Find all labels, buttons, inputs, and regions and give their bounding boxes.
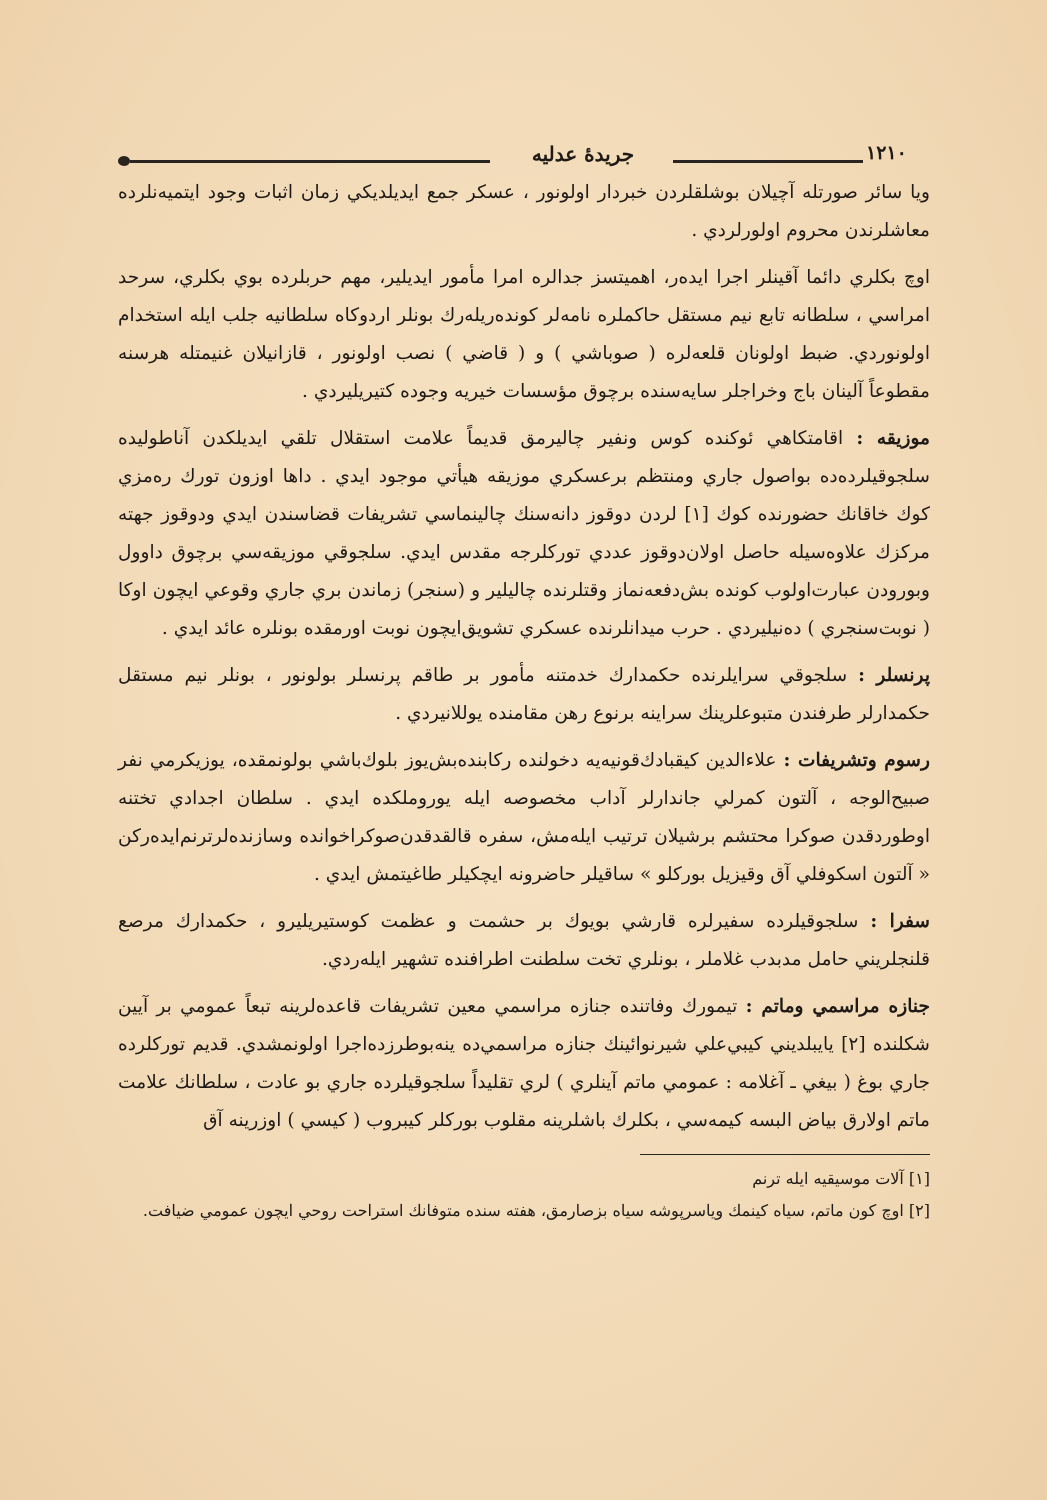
page-number: ١٢١٠ — [866, 142, 907, 164]
paragraph — [118, 657, 930, 733]
journal-title: جريدهٔ عدليه — [531, 142, 635, 166]
paragraph-text: سلجوقي سرايلرنده حكمدارك خدمتنه مأمور بر طاقم پرنسلر بولونور ، بونلر نيم مستقل حكمدارلر طرفندن متبوعلرينك سراينه برنوع رهن مقامنده يوللانيردي . — [118, 665, 930, 724]
paragraph-heading: پرنسلر : — [858, 665, 930, 686]
document-page — [118, 140, 930, 1227]
paragraph-text: اوچ بكلري دائما آقينلر اجرا ايده‌ر، اهميتسز جدالره امرا مأمور ايديلير، مهم حربلرده بوي بكلري، سرحد امراسي ، سلطانه تابع نيم مستقل حاكملره نامه‌لر كونده‌ريله‌رك بونلر اردوكاه سلطانيه جلب ايله استخدام اولونوردي. ضبط اولونان قلعه‌لره ( صوباشي ) و ( قاضي ) نصب اولونور ، قازانيلان غنيمتله هرسنه مقطوعاً آلينان باج وخراجلر سايه‌سنده برچوق مؤسسات خيريه وجوده كتيريليردي . — [118, 267, 930, 402]
footnotes — [118, 1154, 930, 1227]
paragraph-heading: موزيقه : — [856, 428, 931, 449]
page-header — [118, 140, 930, 174]
paragraph — [118, 420, 930, 648]
footnote-2: [٢] اوچ كون ماتم، سياه كينمك وياسرپوشه سياه بزصارمق، هفته سنده متوفانك استراحت روحي ايچون عمومي ضيافت. — [142, 1201, 930, 1220]
paragraph — [118, 988, 930, 1140]
paragraph-text: سلجوقيلرده سفيرلره قارشي بويوك بر حشمت و عظمت كوستيريليرو ، حكمدارك مرصع قلنجلريني حامل مدبدب غلاملر ، بونلري تخت سلطنت اطرافنده تشهير ايله‌ردي. — [118, 911, 930, 970]
paragraph — [118, 259, 930, 411]
header-ornament — [118, 156, 130, 166]
header-rule-left — [130, 160, 490, 163]
footnote-rule — [640, 1154, 930, 1155]
footnote-1: [١] آلات موسيقيه ايله ترنم — [752, 1169, 930, 1188]
paragraph — [118, 174, 930, 250]
paragraph-text: اقامتكاهي ئوكنده كوس ونفير چاليرمق قديماً علامت استقلال تلقي ايديلكدن آناطوليده سلجوقيلرده‌ده بواصول جاري ومنتظم برعسكري موزيقه هيأتي موجود ايدي . داها اوزون تورك ره‌مزي كوك خاقانك حضورنده كوك [١] لردن دوقوز دانه‌سنك چالينماسي تشريفات قضاسندن ايدي ودوقوز جهته مركزك علاوه‌سيله حاصل اولان‌دوقوز عددي توركلرجه مقدس ايدي. سلجوقي موزيقه‌سي برچوق داوول وبورودن عبارت‌اولوب كونده بش‌دفعه‌نماز وقتلرنده چاليلير و (سنجر) زماندن بري جاري وقوعي ايچون اوكا ( نوبت‌سنجري ) ده‌نيليردي . حرب ميدانلرنده عسكري تشويق‌ايچون نوبت اورمقده بونلره عائد ايدي . — [118, 428, 931, 639]
body-text — [118, 174, 930, 1140]
paragraph-heading: رسوم وتشريفات : — [783, 750, 930, 771]
paragraph-text: تيمورك وفاتنده جنازه مراسمي معين تشريفات قاعده‌لرينه تبعاً عمومي بر آيين شكلنده [٢] يايبلديني كيبي‌علي شيرنوائينك جنازه مراسمي‌ده ينه‌بوطرزده‌اجرا اولونمشدي. قديم توركلرده جاري بوغ ( بيغي ـ آغلامه : عمومي ماتم آينلري ) لري تقليداً سلجوقيلرده جاري بو عادت ، سلطانك علامت ماتم اولارق بياض البسه كيمه‌سي ، بكلرك باشلرينه مقلوب بوركلر كيبروب ( كيسي ) اوزرينه آق — [118, 996, 931, 1131]
paragraph-text: علاءالدين كيقبادك‌قونيه‌يه دخولنده ركابنده‌بش‌يوز بلوك‌باشي بولونمقده، يوزيكرمي نفر صبيح‌الوجه ، آلتون كمرلي جاندارلر آداب مخصوصه ايله يوروملكده ايدي . سلطان اجدادي تختنه اوطوردقدن صوكرا محتشم برشيلان ترتيب ايله‌مش، سفره قالقدقدن‌صوكراخوانده وسازنده‌لرترنم‌ايده‌ركن « آلتون اسكوفلي آق وقيزيل بوركلو » ساقيلر حاضرونه ايچكيلر طاغيتمش ايدي . — [118, 750, 930, 885]
header-rule-right — [673, 160, 863, 163]
paragraph-heading: سفرا : — [870, 911, 930, 932]
paragraph — [118, 903, 930, 979]
paragraph-heading: جنازه مراسمي وماتم : — [745, 996, 930, 1017]
paragraph-text: ويا سائر صورتله آچيلان بوشلقلردن خبردار اولونور ، عسكر جمع ايديلديكي زمان اثبات وجود ايتميه‌نلرده معاشلرندن محروم اولورلردي . — [118, 182, 930, 241]
paragraph — [118, 742, 930, 894]
